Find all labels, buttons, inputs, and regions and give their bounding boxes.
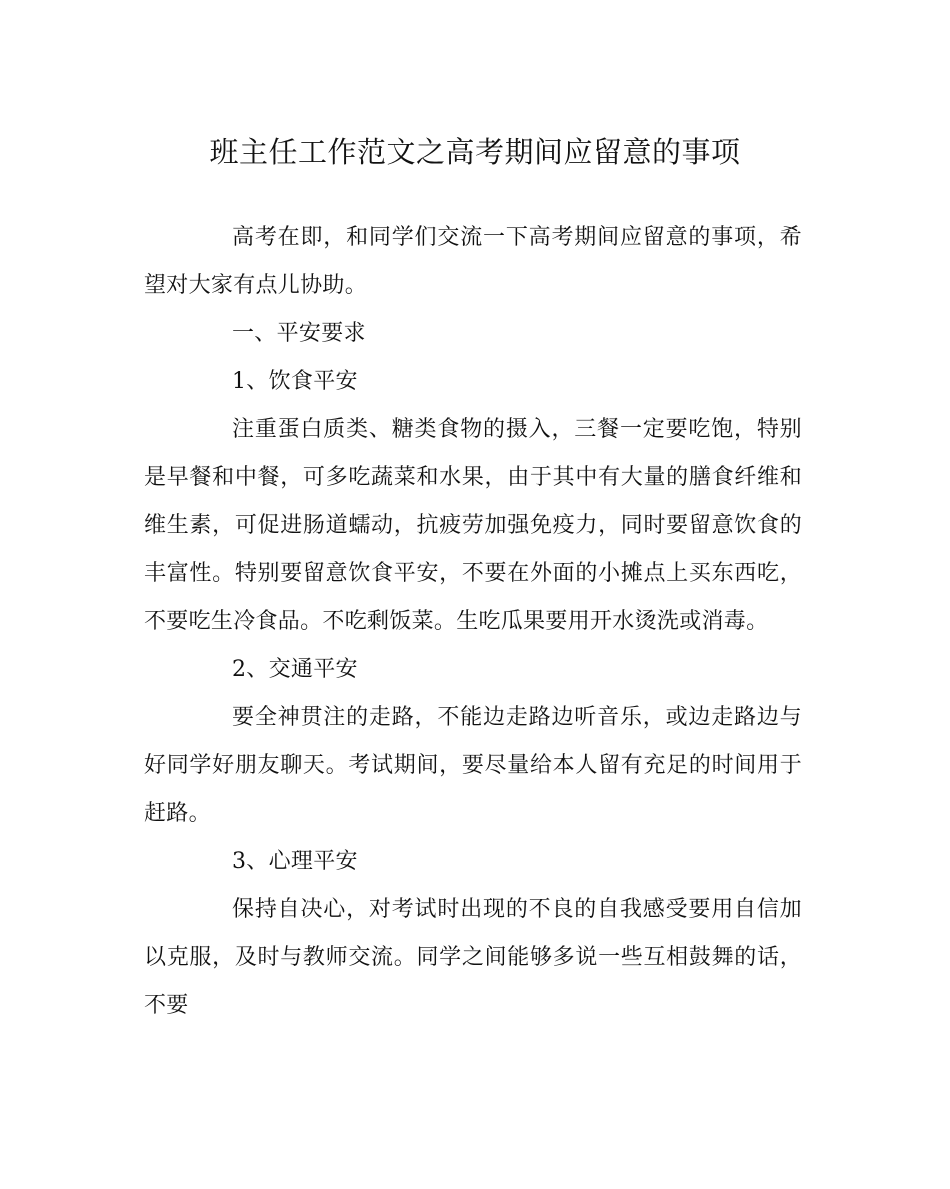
- paragraph-psychological-safety: 保持自决心，对考试时出现的不良的自我感受要用自信加以克服，及时与教师交流。同学之间能够多说一些互相鼓舞的话，不要: [144, 897, 802, 1018]
- subheading-food-safety: 1、饮食平安: [232, 369, 358, 394]
- subheading-traffic-safety: 2、交通平安: [232, 657, 358, 682]
- section-heading-safety: 一、平安要求: [232, 321, 366, 346]
- document-title: 班主任工作范文之高考期间应留意的事项: [209, 135, 741, 169]
- subheading-psychological-safety: 3、心理平安: [232, 849, 358, 874]
- paragraph-food-safety: 注重蛋白质类、糖类食物的摄入，三餐一定要吃饱，特别是早餐和中餐，可多吃蔬菜和水果，由于其中有大量的膳食纤维和维生素，可促进肠道蠕动，抗疲劳加强免疫力，同时要留意饮食的丰富性。特别要留意饮食平安，不要在外面的小摊点上买东西吃，不要吃生冷食品。不吃剩饭菜。生吃瓜果要用开水烫洗或消毒。: [144, 417, 802, 634]
- document-body: [144, 214, 802, 1030]
- paragraph-intro: 高考在即，和同学们交流一下高考期间应留意的事项，希望对大家有点儿协助。: [144, 225, 802, 298]
- paragraph-traffic-safety: 要全神贯注的走路，不能边走路边听音乐，或边走路边与好同学好朋友聊天。考试期间，要尽量给本人留有充足的时间用于赶路。: [144, 705, 802, 826]
